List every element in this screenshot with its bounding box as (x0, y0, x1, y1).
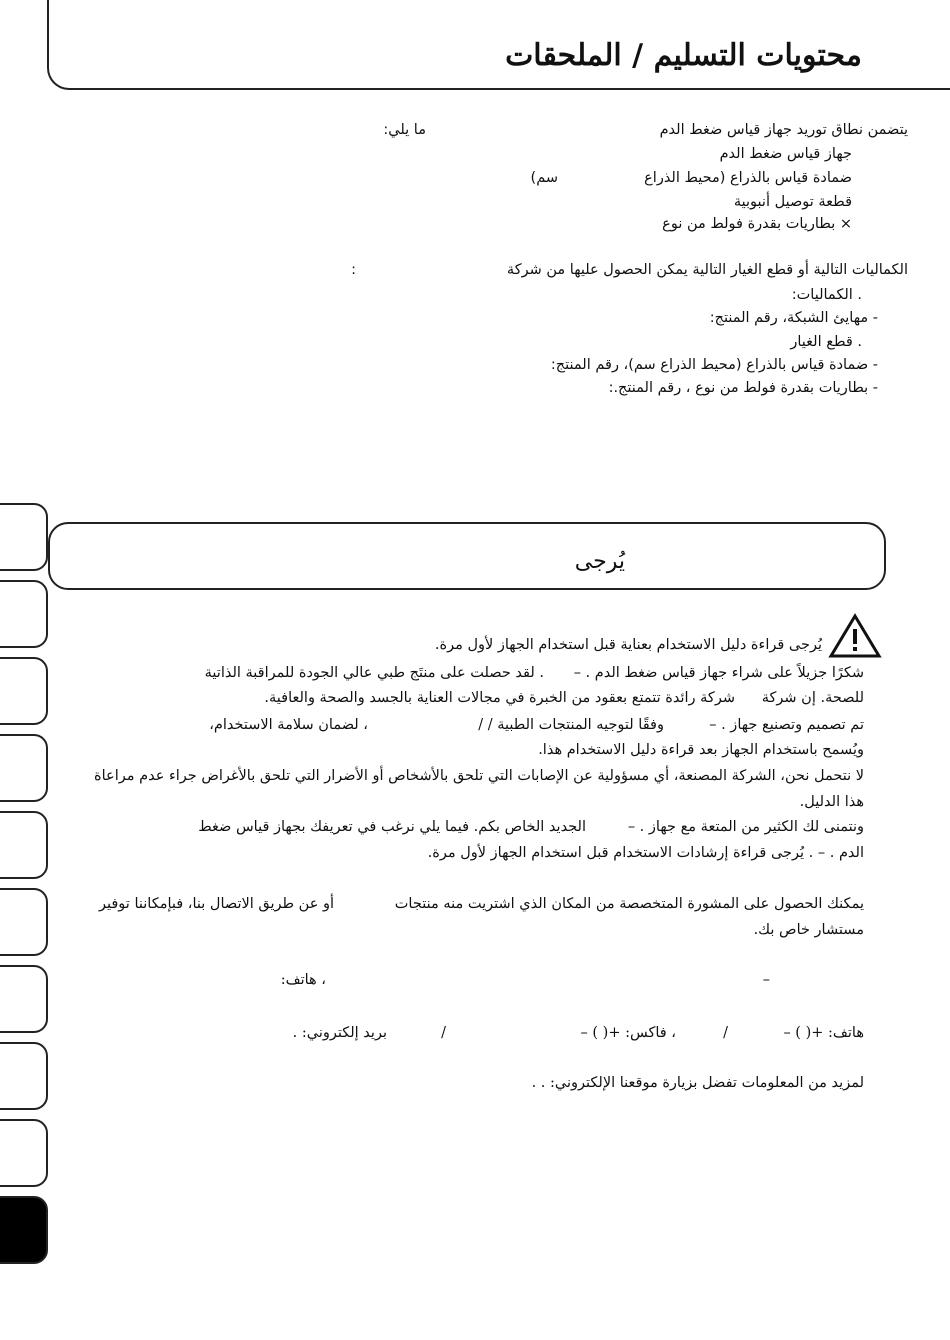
notice-text: الجديد الخاص بكم. فيما يلي نرغب في تعريفك بجهاز قياس ضغط (198, 819, 586, 835)
side-tab[interactable] (0, 657, 48, 725)
contact-email: بريد إلكتروني: . (292, 1025, 387, 1041)
contact-phone: هاتف: +( ) – (783, 1025, 864, 1041)
notice-text: الدم . – . يُرجى قراءة إرشادات الاستخدام قبل استخدام الجهاز لأول مرة. (427, 845, 864, 861)
contact-phone-label: ، هاتف: (280, 972, 326, 988)
side-tab[interactable] (0, 811, 48, 879)
contact-dash: – (762, 972, 770, 988)
section-heading-box (48, 522, 886, 590)
notice-text: هذا الدليل. (799, 794, 864, 810)
side-tab[interactable] (0, 1119, 48, 1187)
accessories-line: . الكماليات: (791, 287, 862, 303)
notice-text: للصحة. إن شركة (761, 690, 864, 706)
side-tab[interactable] (0, 503, 48, 571)
side-tab[interactable] (0, 580, 48, 648)
accessories-line: - مهايئ الشبكة، رقم المنتج: (709, 310, 878, 326)
notice-text: لا نتحمل نحن، الشركة المصنعة، أي مسؤولية عن الإصابات التي تلحق بالأشخاص أو الأضرار التي تلحق بالأغراض جراء عدم مراعاة (94, 768, 864, 784)
notice-text: ويُسمح باستخدام الجهاز بعد قراءة دليل الاستخدام هذا. (538, 742, 864, 758)
contact-fax: ، فاكس: +( ) – (580, 1025, 676, 1041)
contact-website: لمزيد من المعلومات تفضل بزيارة موقعنا الإلكتروني: . . (531, 1075, 864, 1091)
notice-text: شركة رائدة تتمتع بعقود من الخبرة في مجالات العناية بالجسد والصحة والعافية. (264, 690, 735, 706)
accessories-line: - ضمادة قياس بالذراع (محيط الذراع سم)، رقم المنتج: (550, 357, 878, 373)
delivery-item: قطعة توصيل أنبوبية (733, 194, 852, 210)
side-tab[interactable] (0, 1042, 48, 1110)
notice-text: تم تصميم وتصنيع جهاز . – (709, 717, 864, 733)
delivery-item-unit: سم) (530, 170, 558, 186)
side-tab[interactable] (0, 965, 48, 1033)
contact-text: يمكنك الحصول على المشورة المتخصصة من المكان الذي اشتريت منه منتجات (394, 896, 864, 912)
contact-slash: / (723, 1025, 728, 1041)
accessories-colon: : (351, 262, 356, 278)
contact-text: أو عن طريق الاتصال بنا، فبإمكاننا توفير (99, 896, 334, 912)
side-tab-active[interactable] (0, 1196, 48, 1264)
notice-paragraph: يُرجى قراءة دليل الاستخدام بعناية قبل استخدام الجهاز لأول مرة. (434, 637, 822, 653)
section-heading: يُرجى (574, 549, 625, 574)
accessories-line: . قطع الغيار (790, 334, 862, 350)
delivery-item: جهاز قياس ضغط الدم (719, 146, 852, 162)
notice-text: شكرًا جزيلاً على شراء جهاز قياس ضغط الدم . – (573, 665, 864, 681)
contact-text: مستشار خاص بك. (753, 922, 864, 938)
notice-text: . لقد حصلت على منتَج طبي عالي الجودة للمراقبة الذاتية (204, 665, 544, 681)
delivery-item: ضمادة قياس بالذراع (محيط الذراع (644, 170, 852, 186)
delivery-item: × بطاريات بقدرة فولط من نوع (662, 216, 852, 232)
notice-text: وفقًا لتوجيه المنتجات الطبية / / (478, 717, 664, 733)
side-tab[interactable] (0, 734, 48, 802)
warning-icon (828, 613, 882, 659)
contact-slash: / (441, 1025, 446, 1041)
page-title: محتويات التسليم / الملحقات (505, 38, 862, 73)
accessories-line: - بطاريات بقدرة فولط من نوع ، رقم المنتج.: (608, 380, 878, 396)
accessories-intro: الكماليات التالية أو قطع الغيار التالية يمكن الحصول عليها من شركة (506, 262, 908, 278)
notice-text: ، لضمان سلامة الاستخدام، (209, 717, 368, 733)
notice-text: ونتمنى لك الكثير من المتعة مع جهاز . – (627, 819, 864, 835)
delivery-intro-suffix: ما يلي: (383, 122, 426, 138)
side-tab[interactable] (0, 888, 48, 956)
delivery-intro: يتضمن نطاق توريد جهاز قياس ضغط الدم (659, 122, 908, 138)
